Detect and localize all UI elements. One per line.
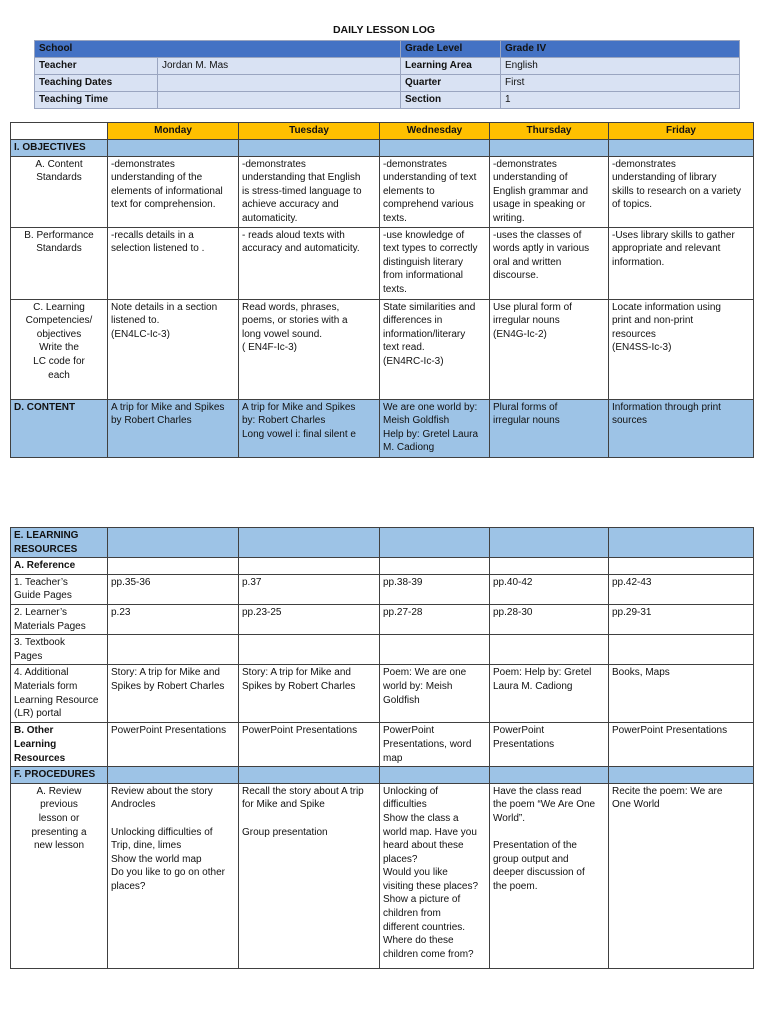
teachers-guide-label: 1. Teacher’s Guide Pages [11, 574, 108, 604]
learners-materials-cell: pp.23-25 [239, 604, 380, 634]
teaching-dates-row [35, 75, 740, 92]
teacher-value: Jordan M. Mas [158, 58, 401, 75]
additional-materials-cell: Books, Maps [609, 665, 754, 723]
learners-materials-cell: p.23 [108, 604, 239, 634]
performance-standards-cell: -uses the classes of words aptly in various oral and written discourse. [490, 227, 609, 299]
content-cell: Information through print sources [609, 399, 754, 457]
day-header-row [11, 123, 754, 140]
teachers-guide-cell: pp.42-43 [609, 574, 754, 604]
review-row [11, 783, 754, 968]
additional-materials-cell: Poem: We are one world by: Meish Goldfish [380, 665, 490, 723]
learners-materials-row [11, 604, 754, 634]
content-cell: A trip for Mike and Spikes by Robert Charles [108, 399, 239, 457]
learners-materials-cell: pp.29-31 [609, 604, 754, 634]
additional-materials-cell: Story: A trip for Mike and Spikes by Robert Charles [239, 665, 380, 723]
additional-materials-cell: Story: A trip for Mike and Spikes by Robert Charles [108, 665, 239, 723]
header-info-table [34, 40, 740, 109]
performance-standards-row [11, 227, 754, 299]
learners-materials-cell: pp.28-30 [490, 604, 609, 634]
content-standards-label: A. Content Standards [11, 156, 108, 227]
review-cell: Recall the story about A trip for Mike and Spike Group presentation [239, 783, 380, 968]
school-row [35, 41, 740, 58]
page-title: DAILY LESSON LOG [332, 24, 436, 36]
textbook-row [11, 635, 754, 665]
content-standards-cell: -demonstrates understanding that English is stress-timed language to achieve accuracy and automaticity. [239, 156, 380, 227]
objectives-section-row [11, 140, 754, 157]
teaching-dates-label: Teaching Dates [35, 75, 158, 92]
teachers-guide-cell: p.37 [239, 574, 380, 604]
learning-competencies-cell: State similarities and differences in information/literary text read. (EN4RC-Ic-3) [380, 299, 490, 399]
other-resources-cell: PowerPoint Presentations [609, 723, 754, 767]
learners-materials-label: 2. Learner’s Materials Pages [11, 604, 108, 634]
day-tuesday: Tuesday [239, 123, 380, 140]
review-label: A. Review previous lesson or presenting a new lesson [11, 783, 108, 968]
performance-standards-cell: -use knowledge of text types to correctly distinguish literary from informational texts. [380, 227, 490, 299]
learning-competencies-cell: Use plural form of irregular nouns (EN4G-Ic-2) [490, 299, 609, 399]
other-resources-row [11, 723, 754, 767]
learning-area-label: Learning Area [401, 58, 501, 75]
review-cell: Have the class read the poem “We Are One World”. Presentation of the group output and deeper discussion of the poem. [490, 783, 609, 968]
teachers-guide-cell: pp.40-42 [490, 574, 609, 604]
review-cell: Recite the poem: We are One World [609, 783, 754, 968]
resources-label: E. LEARNING RESOURCES [11, 528, 108, 558]
content-standards-row [11, 156, 754, 227]
content-standards-cell: -demonstrates understanding of the elements of informational text for comprehension. [108, 156, 239, 227]
day-wednesday: Wednesday [380, 123, 490, 140]
teachers-guide-cell: pp.38-39 [380, 574, 490, 604]
performance-standards-cell: - reads aloud texts with accuracy and automaticity. [239, 227, 380, 299]
content-row [11, 399, 754, 457]
reference-label: A. Reference [11, 558, 108, 575]
day-thursday: Thursday [490, 123, 609, 140]
teacher-label: Teacher [35, 58, 158, 75]
content-standards-cell: -demonstrates understanding of text elements to comprehend various texts. [380, 156, 490, 227]
procedures-section-row [11, 767, 754, 784]
performance-standards-label: B. Performance Standards [11, 227, 108, 299]
teaching-time-row [35, 92, 740, 109]
additional-materials-cell: Poem: Help by: Gretel Laura M. Cadiong [490, 665, 609, 723]
teaching-dates-value [158, 75, 401, 92]
day-monday: Monday [108, 123, 239, 140]
section-value: 1 [501, 92, 740, 109]
teachers-guide-cell: pp.35-36 [108, 574, 239, 604]
procedures-label: F. PROCEDURES [11, 767, 108, 784]
other-resources-label: B. Other Learning Resources [11, 723, 108, 767]
content-cell: Plural forms of irregular nouns [490, 399, 609, 457]
learning-competencies-label: C. Learning Competencies/ objectives Write the LC code for each [11, 299, 108, 399]
grade-level-value: Grade IV [501, 41, 740, 58]
content-label: D. CONTENT [11, 399, 108, 457]
quarter-value: First [501, 75, 740, 92]
learning-area-value: English [501, 58, 740, 75]
school-label: School [35, 41, 401, 58]
content-cell: A trip for Mike and Spikes by: Robert Charles Long vowel i: final silent e [239, 399, 380, 457]
review-cell: Review about the story Androcles Unlocking difficulties of Trip, dine, limes Show the world map Do you like to go on other places? [108, 783, 239, 968]
textbook-label: 3. Textbook Pages [11, 635, 108, 665]
learners-materials-cell: pp.27-28 [380, 604, 490, 634]
learning-competencies-cell: Locate information using print and non-print resources (EN4SS-Ic-3) [609, 299, 754, 399]
learning-competencies-cell: Read words, phrases, poems, or stories with a long vowel sound. ( EN4F-Ic-3) [239, 299, 380, 399]
section-label: Section [401, 92, 501, 109]
other-resources-cell: PowerPoint Presentations [490, 723, 609, 767]
resources-procedures-table [10, 527, 754, 969]
additional-materials-row [11, 665, 754, 723]
teacher-row [35, 58, 740, 75]
content-cell: We are one world by: Meish Goldfish Help by: Gretel Laura M. Cadiong [380, 399, 490, 457]
additional-materials-label: 4. Additional Materials form Learning Resource (LR) portal [11, 665, 108, 723]
grade-level-label: Grade Level [401, 41, 501, 58]
other-resources-cell: PowerPoint Presentations, word map [380, 723, 490, 767]
reference-row [11, 558, 754, 575]
quarter-label: Quarter [401, 75, 501, 92]
performance-standards-cell: -recalls details in a selection listened to . [108, 227, 239, 299]
other-resources-cell: PowerPoint Presentations [108, 723, 239, 767]
objectives-label: I. OBJECTIVES [11, 140, 108, 157]
review-cell: Unlocking of difficulties Show the class a world map. Have you heard about these places? Would you like visiting these places? Show a picture of children from different countries. Where do these children come from? [380, 783, 490, 968]
day-friday: Friday [609, 123, 754, 140]
performance-standards-cell: -Uses library skills to gather appropriate and relevant information. [609, 227, 754, 299]
other-resources-cell: PowerPoint Presentations [239, 723, 380, 767]
objectives-table [10, 122, 754, 458]
resources-section-row [11, 528, 754, 558]
content-standards-cell: -demonstrates understanding of library skills to research on a variety of topics. [609, 156, 754, 227]
learning-competencies-row [11, 299, 754, 399]
teachers-guide-row [11, 574, 754, 604]
teaching-time-label: Teaching Time [35, 92, 158, 109]
teaching-time-value [158, 92, 401, 109]
corner-cell [11, 123, 108, 140]
content-standards-cell: -demonstrates understanding of English grammar and usage in speaking or writing. [490, 156, 609, 227]
learning-competencies-cell: Note details in a section listened to. (EN4LC-Ic-3) [108, 299, 239, 399]
